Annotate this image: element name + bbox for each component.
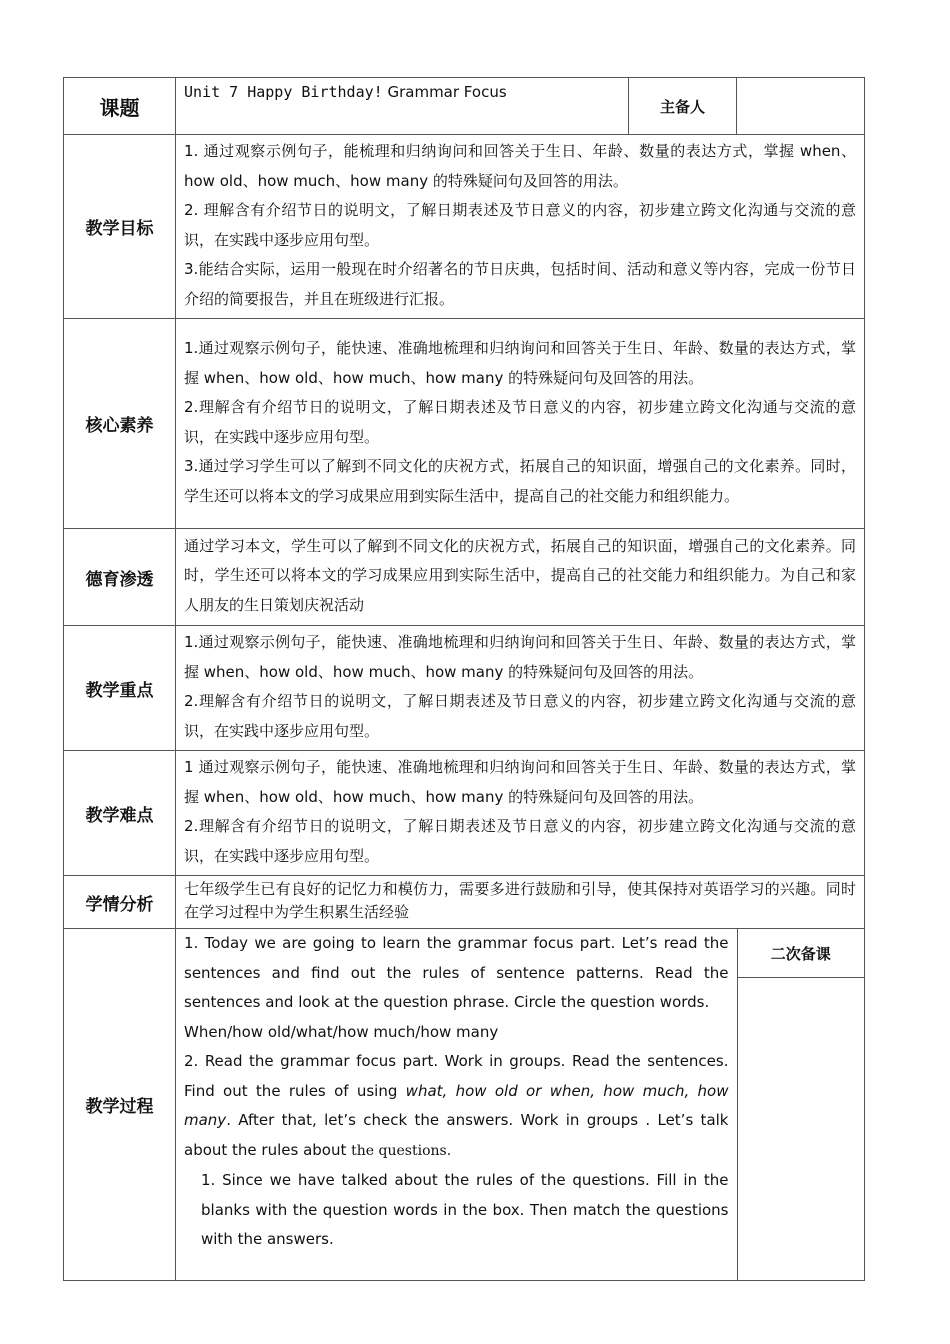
literacy-item-1: 1.通过观察示例句子，能快速、准确地梳理和归纳询问和回答关于生日、年龄、数量的表达方式，掌握 when、how old、how much、how many 的特殊疑问句及回答的用法。 [184, 339, 856, 387]
goals-row [64, 135, 865, 319]
difficulties-item-1: 1 通过观察示例句子，能快速、准确地梳理和归纳询问和回答关于生日、年龄、数量的表达方式，掌握 when、how old、how much、how many 的特殊疑问句及回答的用法。 [184, 758, 856, 806]
goals-item-3: 3.能结合实际，运用一般现在时介绍著名的节日庆典，包括时间、活动和意义等内容，完成一份节日介绍的简要报告，并且在班级进行汇报。 [184, 260, 856, 308]
moral-content [176, 529, 865, 626]
process-inner-table [176, 929, 864, 1280]
process-step-3: 1. Since we have talked about the rules of the questions. Fill in the blanks with the question words in the box. Then match the questions with the answers. [201, 1171, 729, 1248]
literacy-item-3: 3.通过学习学生可以了解到不同文化的庆祝方式，拓展自己的知识面，增强自己的文化素养。同时，学生还可以将本文的学习成果应用到实际生活中，提高自己的社交能力和组织能力。 [184, 457, 856, 505]
process-label: 教学过程 [64, 929, 176, 1281]
process-content [176, 929, 737, 1280]
goals-content [176, 135, 865, 319]
difficulties-row [64, 751, 865, 876]
topic-label: 课题 [64, 78, 176, 135]
secondary-prep-label: 二次备课 [737, 929, 864, 978]
key-points-content [176, 626, 865, 751]
lesson-plan-table [63, 77, 865, 1281]
process-container [176, 929, 865, 1281]
preparer-label: 主备人 [629, 78, 737, 135]
literacy-row [64, 319, 865, 529]
difficulties-item-2: 2.理解含有介绍节日的说明文，了解日期表述及节日意义的内容，初步建立跨文化沟通与交流的意识，在实践中逐步应用句型。 [184, 817, 856, 865]
analysis-row [64, 876, 865, 929]
goals-label: 教学目标 [64, 135, 176, 319]
secondary-prep-notes [737, 978, 864, 1281]
key-points-row [64, 626, 865, 751]
goals-item-2: 2. 理解含有介绍节日的说明文，了解日期表述及节日意义的内容，初步建立跨文化沟通与交流的意识，在实践中逐步应用句型。 [184, 201, 856, 249]
goals-item-1: 1. 通过观察示例句子，能梳理和归纳询问和回答关于生日、年龄、数量的表达方式，掌握 when、how old、how much、how many 的特殊疑问句及回答的用法。 [184, 142, 856, 190]
moral-label: 德育渗透 [64, 529, 176, 626]
key-points-item-1: 1.通过观察示例句子，能快速、准确地梳理和归纳询问和回答关于生日、年龄、数量的表达方式，掌握 when、how old、how much、how many 的特殊疑问句及回答的用法。 [184, 633, 856, 681]
header-row [64, 78, 865, 135]
literacy-label: 核心素养 [64, 319, 176, 529]
lesson-title [176, 78, 629, 135]
process-question-words: When/how old/what/how much/how many [184, 1022, 499, 1041]
lesson-title-part: Grammar Focus [387, 83, 507, 101]
analysis-label: 学情分析 [64, 876, 176, 929]
key-points-item-2: 2.理解含有介绍节日的说明文，了解日期表述及节日意义的内容，初步建立跨文化沟通与交流的意识，在实践中逐步应用句型。 [184, 692, 856, 740]
literacy-item-2: 2.理解含有介绍节日的说明文，了解日期表述及节日意义的内容，初步建立跨文化沟通与交流的意识，在实践中逐步应用句型。 [184, 398, 856, 446]
analysis-text: 七年级学生已有良好的记忆力和模仿力，需要多进行鼓励和引导，使其保持对英语学习的兴趣。同时在学习过程中为学生积累生活经验 [184, 880, 856, 921]
analysis-content [176, 876, 865, 929]
literacy-content [176, 319, 865, 529]
key-points-label: 教学重点 [64, 626, 176, 751]
preparer-value [737, 78, 865, 135]
process-step-1: 1. Today we are going to learn the grammar focus part. Let’s read the sentences and find out the rules of sentence patterns. Read the sentences and look at the question phrase. Circle the question words. [184, 934, 729, 1011]
moral-row [64, 529, 865, 626]
lesson-title-unit: Unit 7 Happy Birthday! [184, 83, 383, 101]
difficulties-content [176, 751, 865, 876]
moral-text: 通过学习本文，学生可以了解到不同文化的庆祝方式，拓展自己的知识面，增强自己的文化素养。同时，学生还可以将本文的学习成果应用到实际生活中，提高自己的社交能力和组织能力。为自己和家人朋友的生日策划庆祝活动 [184, 536, 856, 614]
difficulties-label: 教学难点 [64, 751, 176, 876]
process-step-2: 2. Read the grammar focus part. Work in groups. Read the sentences. Find out the rules of using what, how old or when, how much, how many. After that, let’s check the answers. Work in groups . Let’s talk about the rules about the questions. [184, 1052, 729, 1159]
process-row [64, 929, 865, 1281]
